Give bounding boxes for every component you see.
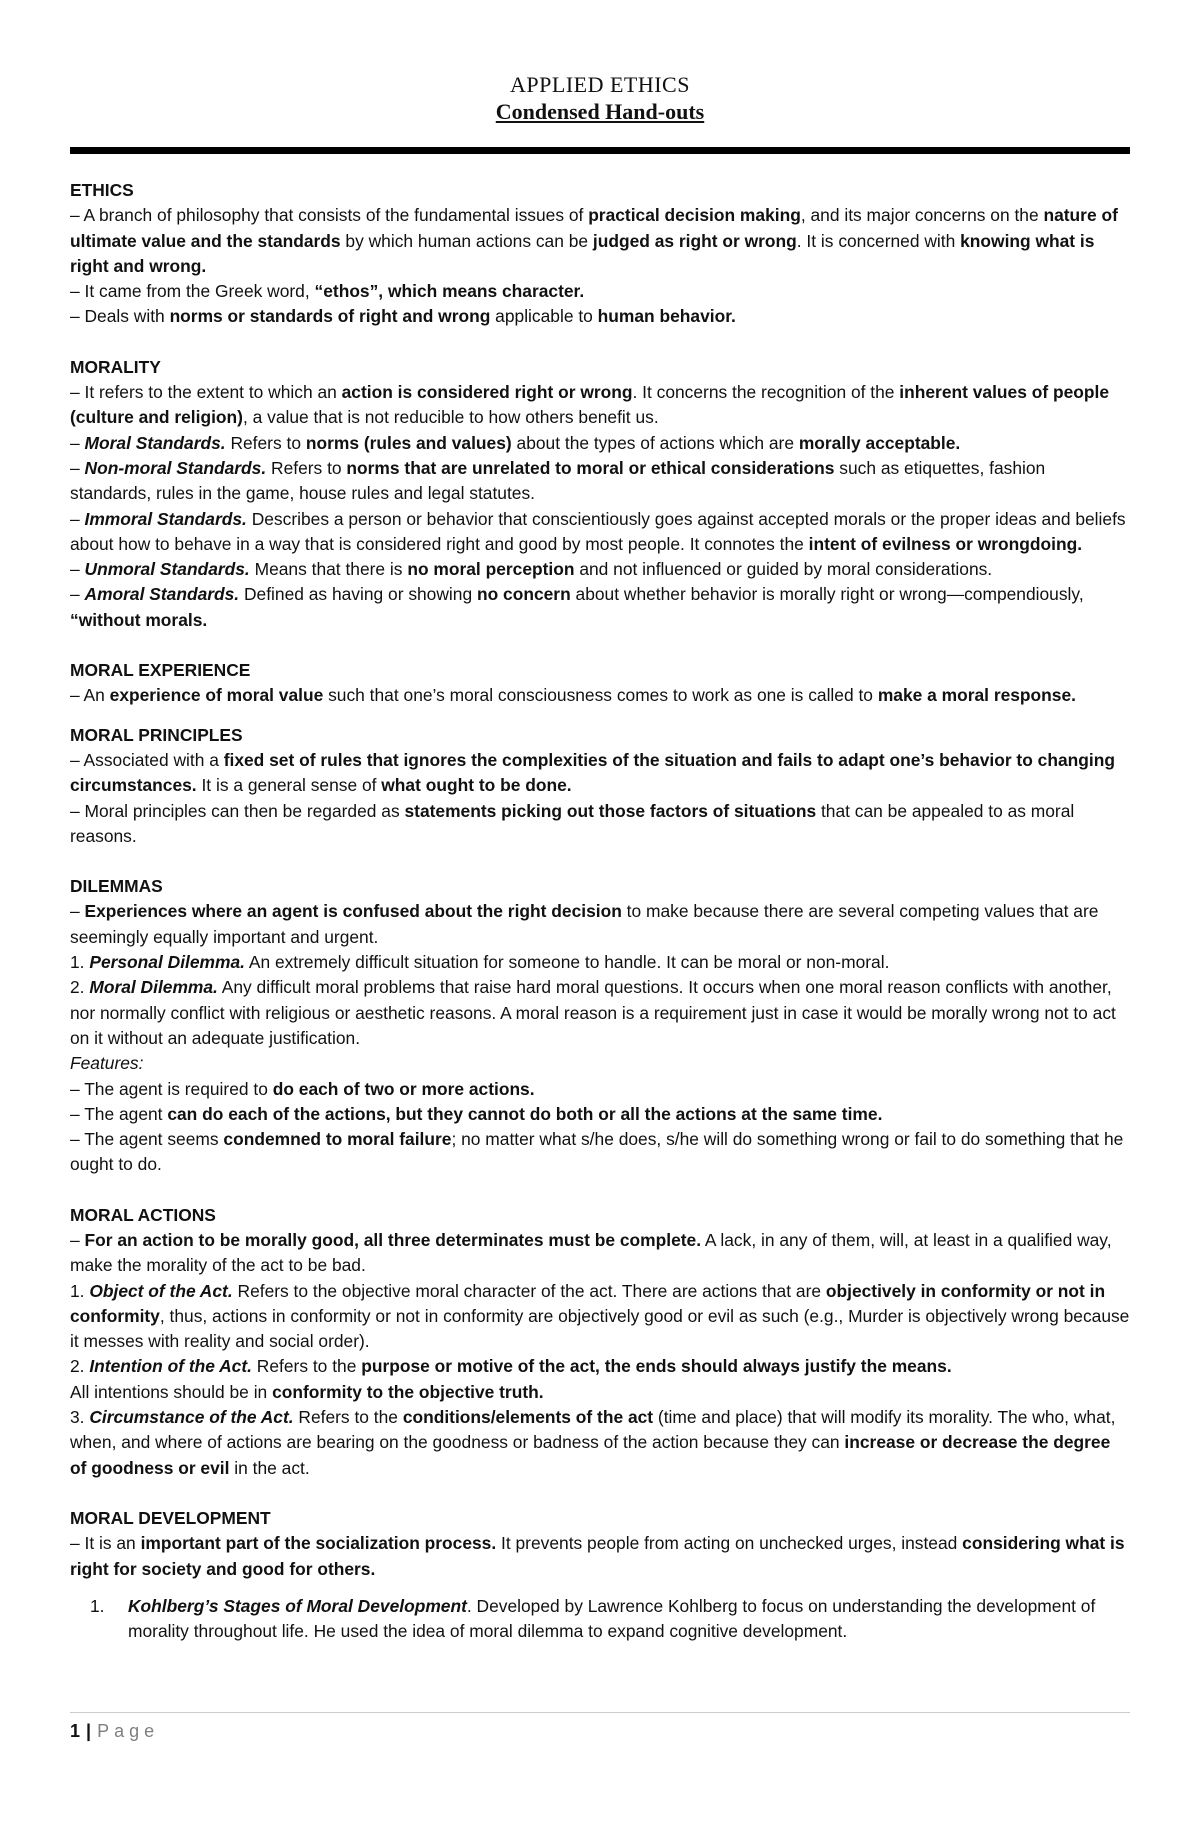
footer-rule — [70, 1712, 1130, 1713]
paragraph: 3. Circumstance of the Act. Refers to the conditions/elements of the act (time and place) that will modify its morality. The who, what, when, and where of actions are bearing on the goodness or badness of the action because they can increase or decrease the degree of goodness or evil in the act. — [70, 1407, 1116, 1478]
paragraph: – The agent can do each of the actions, but they cannot do both or all the actions at the same time. — [70, 1103, 883, 1124]
paragraph: – The agent is required to do each of two or more actions. — [70, 1078, 535, 1099]
list-number: 1. — [90, 1595, 105, 1616]
paragraph: – It is an important part of the socialization process. It prevents people from acting on unchecked urges, instead considering what is right for society and good for others. — [70, 1533, 1125, 1579]
paragraph: – Immoral Standards. Describes a person or behavior that conscientiously goes against accepted morals or the proper ideas and beliefs about how to behave in a way that is considered right and good by most people. It connotes the intent of evilness or wrongdoing. — [70, 508, 1126, 554]
paragraph: 1. Object of the Act. Refers to the objective moral character of the act. There are actions that are objectively in conformity or not in conformity, thus, actions in conformity or not in conformity are objectively good or evil as such (e.g., Murder is objectively wrong because it messes with reality and social order). — [70, 1280, 1130, 1352]
paragraph: 1. Personal Dilemma. An extremely difficult situation for someone to handle. It can be moral or non-moral. — [70, 952, 890, 973]
paragraph: – It refers to the extent to which an action is considered right or wrong. It concerns the recognition of the inherent values of people (culture and religion), a value that is not reducible to how others benefit us. — [70, 382, 1109, 428]
paragraph: – Unmoral Standards. Means that there is no moral perception and not influenced or guided by moral considerations. — [70, 559, 993, 580]
document-subtitle: Condensed Hand-outs — [495, 99, 705, 124]
list-item-text: Kohlberg’s Stages of Moral Development. Developed by Lawrence Kohlberg to focus on understanding the development of morality throughout life. He used the idea of moral dilemma to expand cognitive development. — [128, 1595, 1096, 1642]
section-heading: MORALITY — [70, 356, 161, 377]
page-number: 1 — [70, 1721, 81, 1741]
paragraph: – The agent seems condemned to moral failure; no matter what s/he does, s/he will do something wrong or fail to do something that he ought to do. — [70, 1129, 1124, 1175]
paragraph: 2. Intention of the Act. Refers to the purpose or motive of the act, the ends should always justify the means. — [70, 1356, 952, 1377]
list-item — [90, 1594, 1130, 1645]
section-moral-experience — [70, 658, 1130, 709]
paragraph: – Non-moral Standards. Refers to norms that are unrelated to moral or ethical considerations such as etiquettes, fashion standards, rules in the game, house rules and legal statutes. — [70, 457, 1046, 504]
paragraph: – Amoral Standards. Defined as having or showing no concern about whether behavior is morally right or wrong—compendiously, “without morals. — [70, 584, 1084, 630]
document-title: APPLIED ETHICS — [510, 72, 690, 97]
page-footer — [70, 1721, 159, 1742]
paragraph: – Moral Standards. Refers to norms (rules and values) about the types of actions which are morally acceptable. — [70, 432, 961, 453]
section-ethics — [70, 178, 1130, 330]
section-dilemmas — [70, 874, 1130, 1178]
paragraph: – Moral principles can then be regarded as statements picking out those factors of situations that can be appealed to as moral reasons. — [70, 800, 1075, 846]
paragraph: – It came from the Greek word, “ethos”, which means character. — [70, 281, 585, 302]
header-rule — [70, 147, 1130, 154]
paragraph: – A branch of philosophy that consists of the fundamental issues of practical decision making, and its major concerns on the nature of ultimate value and the standards by which human actions can be judged as right or wrong. It is concerned with knowing what is right and wrong. — [70, 205, 1118, 276]
features-label: Features: — [70, 1053, 144, 1074]
section-heading: MORAL EXPERIENCE — [70, 660, 251, 681]
paragraph: – For an action to be morally good, all three determinates must be complete. A lack, in any of them, will, at least in a qualified way, make the morality of the act to be bad. — [70, 1229, 1112, 1276]
section-heading: MORAL DEVELOPMENT — [70, 1507, 271, 1528]
section-heading: DILEMMAS — [70, 876, 163, 897]
document-body — [70, 178, 1130, 1644]
paragraph: – Associated with a fixed set of rules that ignores the complexities of the situation and fails to adapt one’s behavior to changing circumstances. It is a general sense of what ought to be done. — [70, 749, 1115, 796]
section-heading: MORAL PRINCIPLES — [70, 724, 243, 745]
section-heading: MORAL ACTIONS — [70, 1204, 216, 1225]
page-label: Page — [97, 1721, 160, 1741]
section-moral-actions — [70, 1203, 1130, 1481]
section-heading: ETHICS — [70, 180, 134, 200]
paragraph: – Deals with norms or standards of right and wrong applicable to human behavior. — [70, 306, 736, 327]
paragraph: All intentions should be in conformity to the objective truth. — [70, 1381, 544, 1402]
footer-separator: | — [86, 1721, 92, 1741]
paragraph: – Experiences where an agent is confused about the right decision to make because there are several competing values that are seemingly equally important and urgent. — [70, 901, 1099, 947]
section-moral-principles — [70, 723, 1130, 849]
section-morality — [70, 355, 1130, 633]
section-moral-development — [70, 1506, 1130, 1644]
paragraph: – An experience of moral value such that one’s moral consciousness comes to work as one is called to make a moral response. — [70, 685, 1076, 706]
paragraph: 2. Moral Dilemma. Any difficult moral problems that raise hard moral questions. It occurs when one moral reason conflicts with another, nor normally conflict with religious or aesthetic reasons. A moral reason is a requirement just in case it would be morally wrong not to act on it without an adequate justification. — [70, 977, 1116, 1048]
